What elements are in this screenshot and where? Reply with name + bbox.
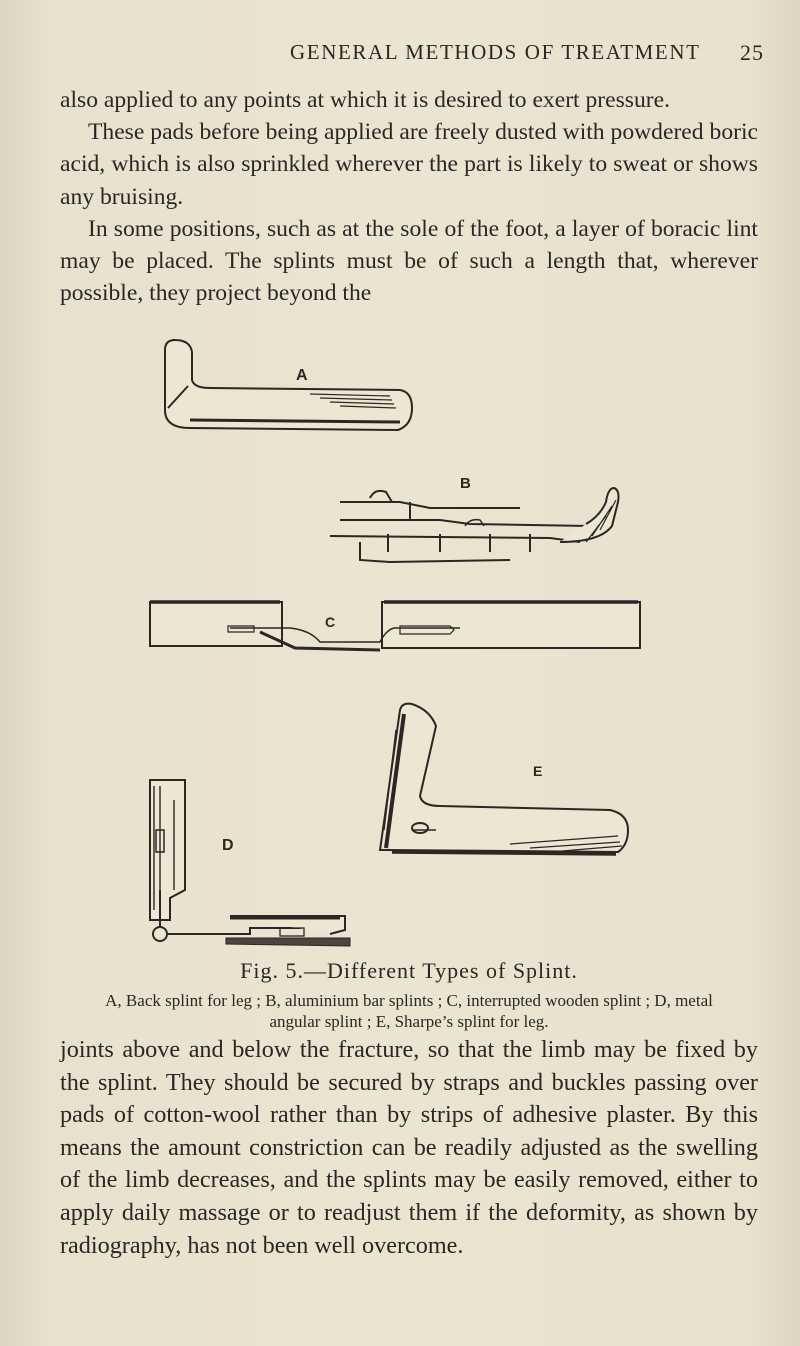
paragraph: In some positions, such as at the sole of the foot, a layer of boracic lint may be placed. The splints must be of such a length that, wherever possible, they project beyond the [60, 215, 758, 307]
splint-illustration [130, 330, 670, 970]
page-number: 25 [740, 40, 764, 65]
paragraph: These pads before being applied are freely dusted with powdered boric acid, which is also sprinkled wherever the part is likely to sweat or shows any bruising. [60, 119, 758, 210]
label-c: C [325, 614, 336, 630]
running-title: GENERAL METHODS OF TREATMENT [290, 40, 701, 64]
paragraph: joints above and below the fracture, so that the limb may be fixed by the splint. They should be secured by straps and buckles passing over pads of cotton-wool rather than by strips of adhesive plaster. By this means the amount constriction can be readily adjusted as the swelling of the limb decreases, and the splints may be easily removed, either to apply daily massage or to readjust them if the deformity, as shown by radiography, has not been well overcome. [60, 1036, 758, 1259]
page-header [0, 40, 800, 72]
body-text-bottom [60, 1034, 758, 1262]
splint-c-drawing [150, 602, 640, 650]
splint-d-drawing [150, 780, 350, 946]
label-b: B [460, 475, 471, 492]
body-text-top [60, 84, 758, 309]
paragraph: also applied to any points at which it is desired to exert pressure. [60, 87, 671, 113]
label-e: E [533, 763, 543, 779]
splint-a-drawing [165, 340, 412, 430]
figure-caption-description: A, Back splint for leg ; B, aluminium bar splints ; C, interrupted wooden splint ; D, metal angular splint ; E, Sharpe’s splint for leg. [105, 991, 713, 1031]
label-a: A [296, 367, 308, 384]
label-d: D [222, 837, 234, 854]
figure-caption-title: Fig. 5.—Different Types of Splint. [240, 958, 578, 983]
splint-e-drawing [380, 704, 628, 854]
splint-b-drawing [330, 475, 619, 562]
